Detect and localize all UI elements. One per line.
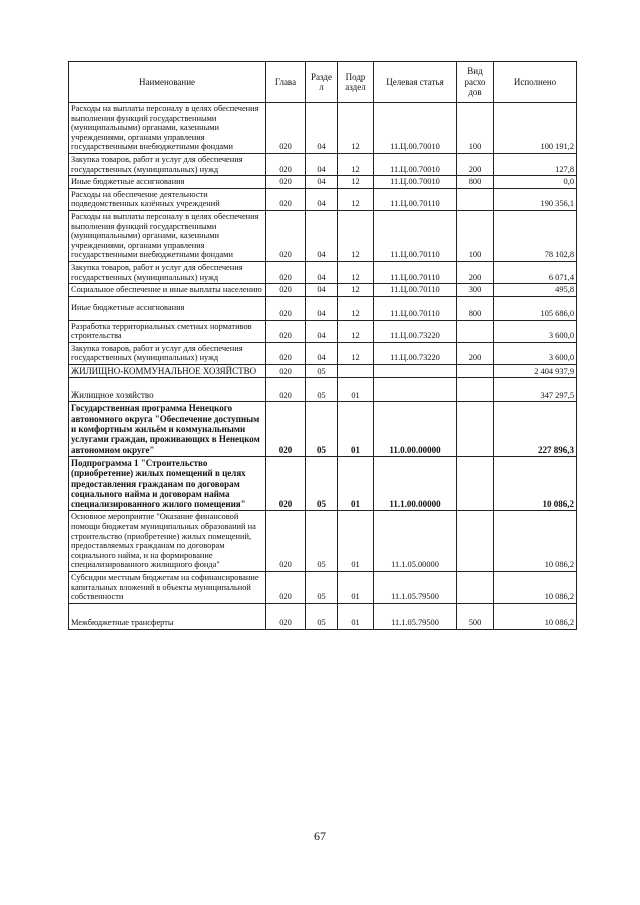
row-vid: 300 — [457, 284, 494, 297]
row-ispolneno: 0,0 — [494, 176, 577, 189]
row-ispolneno: 10 086,2 — [494, 511, 577, 572]
header-name: Наименование — [69, 62, 266, 103]
row-statya: 11.Ц.00.73220 — [374, 342, 457, 364]
row-vid: 500 — [457, 603, 494, 629]
row-statya: 11.Ц.00.70110 — [374, 284, 457, 297]
row-ispolneno: 10 086,2 — [494, 572, 577, 604]
row-ispolneno: 495,8 — [494, 284, 577, 297]
row-statya: 11.0.00.00000 — [374, 402, 457, 456]
row-glava: 020 — [266, 210, 306, 261]
row-podrazdel: 01 — [338, 511, 374, 572]
row-statya: 11.1.05.79500 — [374, 603, 457, 629]
row-glava: 020 — [266, 572, 306, 604]
row-name: Основное мероприятие "Оказание финансовой помощи бюджетам муниципальных образований на строительство (приобретение) жилых помещений, предоставляемых гражданам по договорам социального найма, и на формирование специализированного жилищного фонда" — [69, 511, 266, 572]
table-row — [69, 176, 577, 189]
row-name: Межбюджетные трансферты — [69, 603, 266, 629]
row-vid — [457, 511, 494, 572]
row-vid — [457, 188, 494, 210]
row-podrazdel: 12 — [338, 103, 374, 154]
row-razdel: 04 — [306, 261, 338, 283]
row-glava: 020 — [266, 284, 306, 297]
row-podrazdel: 12 — [338, 261, 374, 283]
row-glava: 020 — [266, 320, 306, 342]
row-name: ЖИЛИЩНО-КОММУНАЛЬНОЕ ХОЗЯЙСТВО — [69, 365, 266, 378]
row-razdel: 05 — [306, 456, 338, 510]
row-podrazdel: 01 — [338, 378, 374, 402]
row-statya — [374, 365, 457, 378]
row-glava: 020 — [266, 176, 306, 189]
row-vid: 100 — [457, 103, 494, 154]
row-razdel: 05 — [306, 572, 338, 604]
row-razdel: 05 — [306, 511, 338, 572]
row-podrazdel: 12 — [338, 296, 374, 320]
header-vid: Вид расхо дов — [457, 62, 494, 103]
row-statya: 11.1.05.79500 — [374, 572, 457, 604]
row-podrazdel: 12 — [338, 284, 374, 297]
row-razdel: 05 — [306, 402, 338, 456]
row-statya: 11.Ц.00.70110 — [374, 188, 457, 210]
row-name: Жилищное хозяйство — [69, 378, 266, 402]
row-razdel: 04 — [306, 284, 338, 297]
row-razdel: 04 — [306, 176, 338, 189]
row-ispolneno: 10 086,2 — [494, 456, 577, 510]
row-vid: 200 — [457, 261, 494, 283]
row-statya: 11.Ц.00.70110 — [374, 296, 457, 320]
table-row — [69, 153, 577, 175]
row-razdel: 04 — [306, 320, 338, 342]
row-statya: 11.Ц.00.70010 — [374, 103, 457, 154]
row-vid: 200 — [457, 342, 494, 364]
page-number: 67 — [314, 829, 326, 843]
row-ispolneno: 6 071,4 — [494, 261, 577, 283]
row-vid — [457, 365, 494, 378]
row-podrazdel: 12 — [338, 210, 374, 261]
row-name: Социальное обеспечение и иные выплаты населению — [69, 284, 266, 297]
header-podrazdel: Подр аздел — [338, 62, 374, 103]
row-glava: 020 — [266, 342, 306, 364]
row-razdel: 04 — [306, 342, 338, 364]
row-ispolneno: 2 404 937,9 — [494, 365, 577, 378]
row-glava: 020 — [266, 603, 306, 629]
row-statya: 11.Ц.00.70010 — [374, 176, 457, 189]
row-name: Разработка территориальных сметных нормативов строительства — [69, 320, 266, 342]
row-vid — [457, 320, 494, 342]
row-statya — [374, 378, 457, 402]
row-vid — [457, 456, 494, 510]
row-glava: 020 — [266, 511, 306, 572]
row-statya: 11.1.05.00000 — [374, 511, 457, 572]
table-row — [69, 378, 577, 402]
budget-execution-table — [68, 61, 577, 630]
row-name: Расходы на выплаты персоналу в целях обеспечения выполнения функций государственными (муниципальными) органами, казенными учреждениями, органами управления государственными внебюджетными фондами — [69, 210, 266, 261]
header-statya: Целевая статья — [374, 62, 457, 103]
row-podrazdel: 01 — [338, 456, 374, 510]
table-row — [69, 365, 577, 378]
row-name: Государственная программа Ненецкого автономного округа "Обеспечение доступным и комфортным жильём и коммунальными услугами граждан, проживающих в Ненецком автономном округе" — [69, 402, 266, 456]
row-vid: 100 — [457, 210, 494, 261]
table-row — [69, 103, 577, 154]
row-ispolneno: 347 297,5 — [494, 378, 577, 402]
row-glava: 020 — [266, 296, 306, 320]
row-vid: 200 — [457, 153, 494, 175]
row-razdel: 04 — [306, 103, 338, 154]
row-podrazdel: 01 — [338, 603, 374, 629]
row-statya: 11.Ц.00.70110 — [374, 261, 457, 283]
row-razdel: 04 — [306, 210, 338, 261]
row-name: Подпрограмма 1 "Строительство (приобретение) жилых помещений в целях предоставления гражданам по договорам социального найма и договорам найма специализированного жилого помещения" — [69, 456, 266, 510]
row-podrazdel: 01 — [338, 572, 374, 604]
row-ispolneno: 3 600,0 — [494, 342, 577, 364]
row-vid — [457, 402, 494, 456]
row-name: Расходы на обеспечение деятельности подведомственных казённых учреждений — [69, 188, 266, 210]
header-razdel: Разде л — [306, 62, 338, 103]
row-name: Иные бюджетные ассигнования — [69, 176, 266, 189]
row-ispolneno: 3 600,0 — [494, 320, 577, 342]
row-name: Закупка товаров, работ и услуг для обеспечения государственных (муниципальных) нужд — [69, 153, 266, 175]
header-ispolneno: Исполнено — [494, 62, 577, 103]
row-podrazdel — [338, 365, 374, 378]
table-header-row — [69, 62, 577, 103]
table-row — [69, 572, 577, 604]
row-podrazdel: 12 — [338, 176, 374, 189]
row-glava: 020 — [266, 103, 306, 154]
table-row — [69, 261, 577, 283]
row-statya: 11.Ц.00.73220 — [374, 320, 457, 342]
table-row — [69, 603, 577, 629]
row-razdel: 04 — [306, 153, 338, 175]
row-podrazdel: 12 — [338, 153, 374, 175]
table-row — [69, 296, 577, 320]
row-name: Закупка товаров, работ и услуг для обеспечения государственных (муниципальных) нужд — [69, 261, 266, 283]
row-ispolneno: 78 102,8 — [494, 210, 577, 261]
row-glava: 020 — [266, 188, 306, 210]
row-glava: 020 — [266, 365, 306, 378]
row-statya: 11.Ц.00.70110 — [374, 210, 457, 261]
row-razdel: 04 — [306, 296, 338, 320]
table-row — [69, 210, 577, 261]
row-vid: 800 — [457, 176, 494, 189]
row-podrazdel: 12 — [338, 342, 374, 364]
row-vid: 800 — [457, 296, 494, 320]
table-row — [69, 188, 577, 210]
table-row — [69, 342, 577, 364]
row-ispolneno: 10 086,2 — [494, 603, 577, 629]
table-row — [69, 320, 577, 342]
row-razdel: 04 — [306, 188, 338, 210]
row-podrazdel: 12 — [338, 320, 374, 342]
row-ispolneno: 127,8 — [494, 153, 577, 175]
row-glava: 020 — [266, 456, 306, 510]
row-podrazdel: 12 — [338, 188, 374, 210]
row-razdel: 05 — [306, 365, 338, 378]
row-name: Иные бюджетные ассигнования — [69, 296, 266, 320]
row-statya: 11.Ц.00.70010 — [374, 153, 457, 175]
row-name: Закупка товаров, работ и услуг для обеспечения государственных (муниципальных) нужд — [69, 342, 266, 364]
row-vid — [457, 572, 494, 604]
table-row — [69, 456, 577, 510]
row-glava: 020 — [266, 153, 306, 175]
row-razdel: 05 — [306, 603, 338, 629]
row-ispolneno: 227 896,3 — [494, 402, 577, 456]
row-name: Субсидии местным бюджетам на софинансирование капитальных вложений в объекты муниципальной собственности — [69, 572, 266, 604]
row-podrazdel: 01 — [338, 402, 374, 456]
row-ispolneno: 190 356,1 — [494, 188, 577, 210]
row-ispolneno: 100 191,2 — [494, 103, 577, 154]
row-razdel: 05 — [306, 378, 338, 402]
row-glava: 020 — [266, 261, 306, 283]
row-ispolneno: 105 686,0 — [494, 296, 577, 320]
row-glava: 020 — [266, 378, 306, 402]
row-glava: 020 — [266, 402, 306, 456]
row-name: Расходы на выплаты персоналу в целях обеспечения выполнения функций государственными (муниципальными) органами, казенными учреждениями, органами управления государственными внебюджетными фондами — [69, 103, 266, 154]
row-statya: 11.1.00.00000 — [374, 456, 457, 510]
table-row — [69, 284, 577, 297]
header-glava: Глава — [266, 62, 306, 103]
table-row — [69, 511, 577, 572]
table-row — [69, 402, 577, 456]
row-vid — [457, 378, 494, 402]
